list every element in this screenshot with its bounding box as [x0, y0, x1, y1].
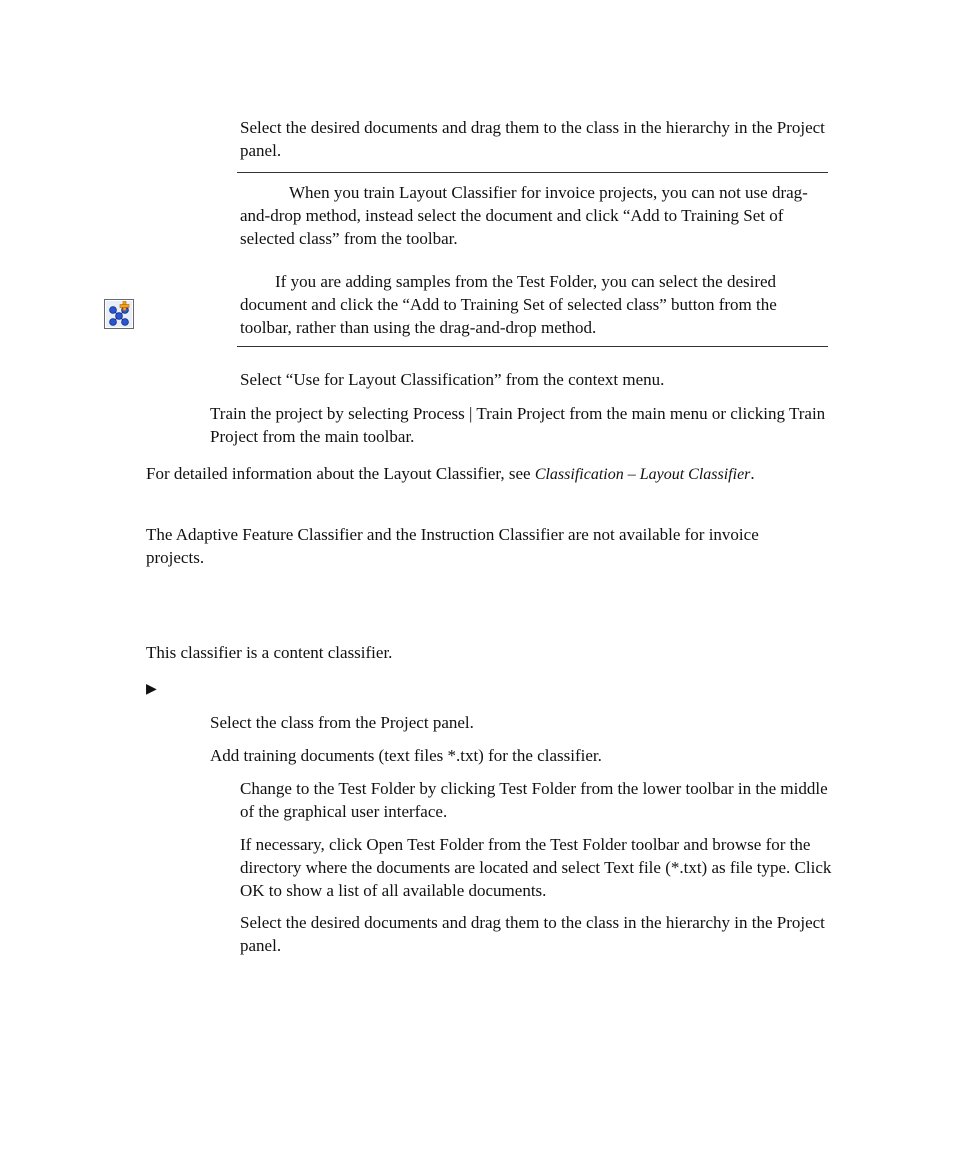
- note-paragraph-drag-drop: When you train Layout Classifier for invoice projects, you can not use drag-and-drop method, instead select the document and click “Add to Training Set of selected class” from the toolbar.: [240, 183, 808, 248]
- layout-classifier-reference: [146, 462, 806, 486]
- procedure-arrow-icon: ▶: [146, 682, 157, 697]
- reference-link: Classification – Layout Classifier: [534, 466, 751, 483]
- step-train-project: Train the project by selecting Process | Train Project from the main menu or clicking Train Project from the main toolbar.: [210, 404, 826, 446]
- note-top-rule: [237, 172, 828, 173]
- substep-open-test-folder: If necessary, click Open Test Folder from the Test Folder toolbar and browse for the directory where the documents are located and select Text file (*.txt) as file type. Click OK to show a list of all available documents.: [240, 835, 832, 900]
- not-available-note: The Adaptive Feature Classifier and the Instruction Classifier are not available for invoice projects.: [146, 525, 759, 567]
- substep-change-test-folder: Change to the Test Folder by clicking Test Folder from the lower toolbar in the middle of the graphical user interface.: [240, 779, 828, 821]
- step-context-menu: Select “Use for Layout Classification” from the context menu.: [240, 370, 665, 389]
- step-add-training-documents: Add training documents (text files *.txt) for the classifier.: [210, 746, 602, 765]
- note-bottom-rule: [237, 346, 828, 347]
- substep-drag-documents: Select the desired documents and drag them to the class in the hierarchy in the Project panel.: [240, 913, 825, 955]
- note-paragraph-test-folder: If you are adding samples from the Test Folder, you can select the desired document and click the “Add to Training Set of selected class” button from the toolbar, rather than using the drag-and-drop method.: [240, 272, 777, 337]
- step-drag-documents: Select the desired documents and drag them to the class in the hierarchy in the Project panel.: [240, 118, 825, 160]
- content-classifier-intro: This classifier is a content classifier.: [146, 643, 393, 662]
- reference-suffix: .: [750, 464, 755, 483]
- add-to-training-set-icon: [104, 299, 134, 329]
- step-select-class: Select the class from the Project panel.: [210, 713, 474, 732]
- reference-prefix: For detailed information about the Layout Classifier, see: [146, 464, 535, 483]
